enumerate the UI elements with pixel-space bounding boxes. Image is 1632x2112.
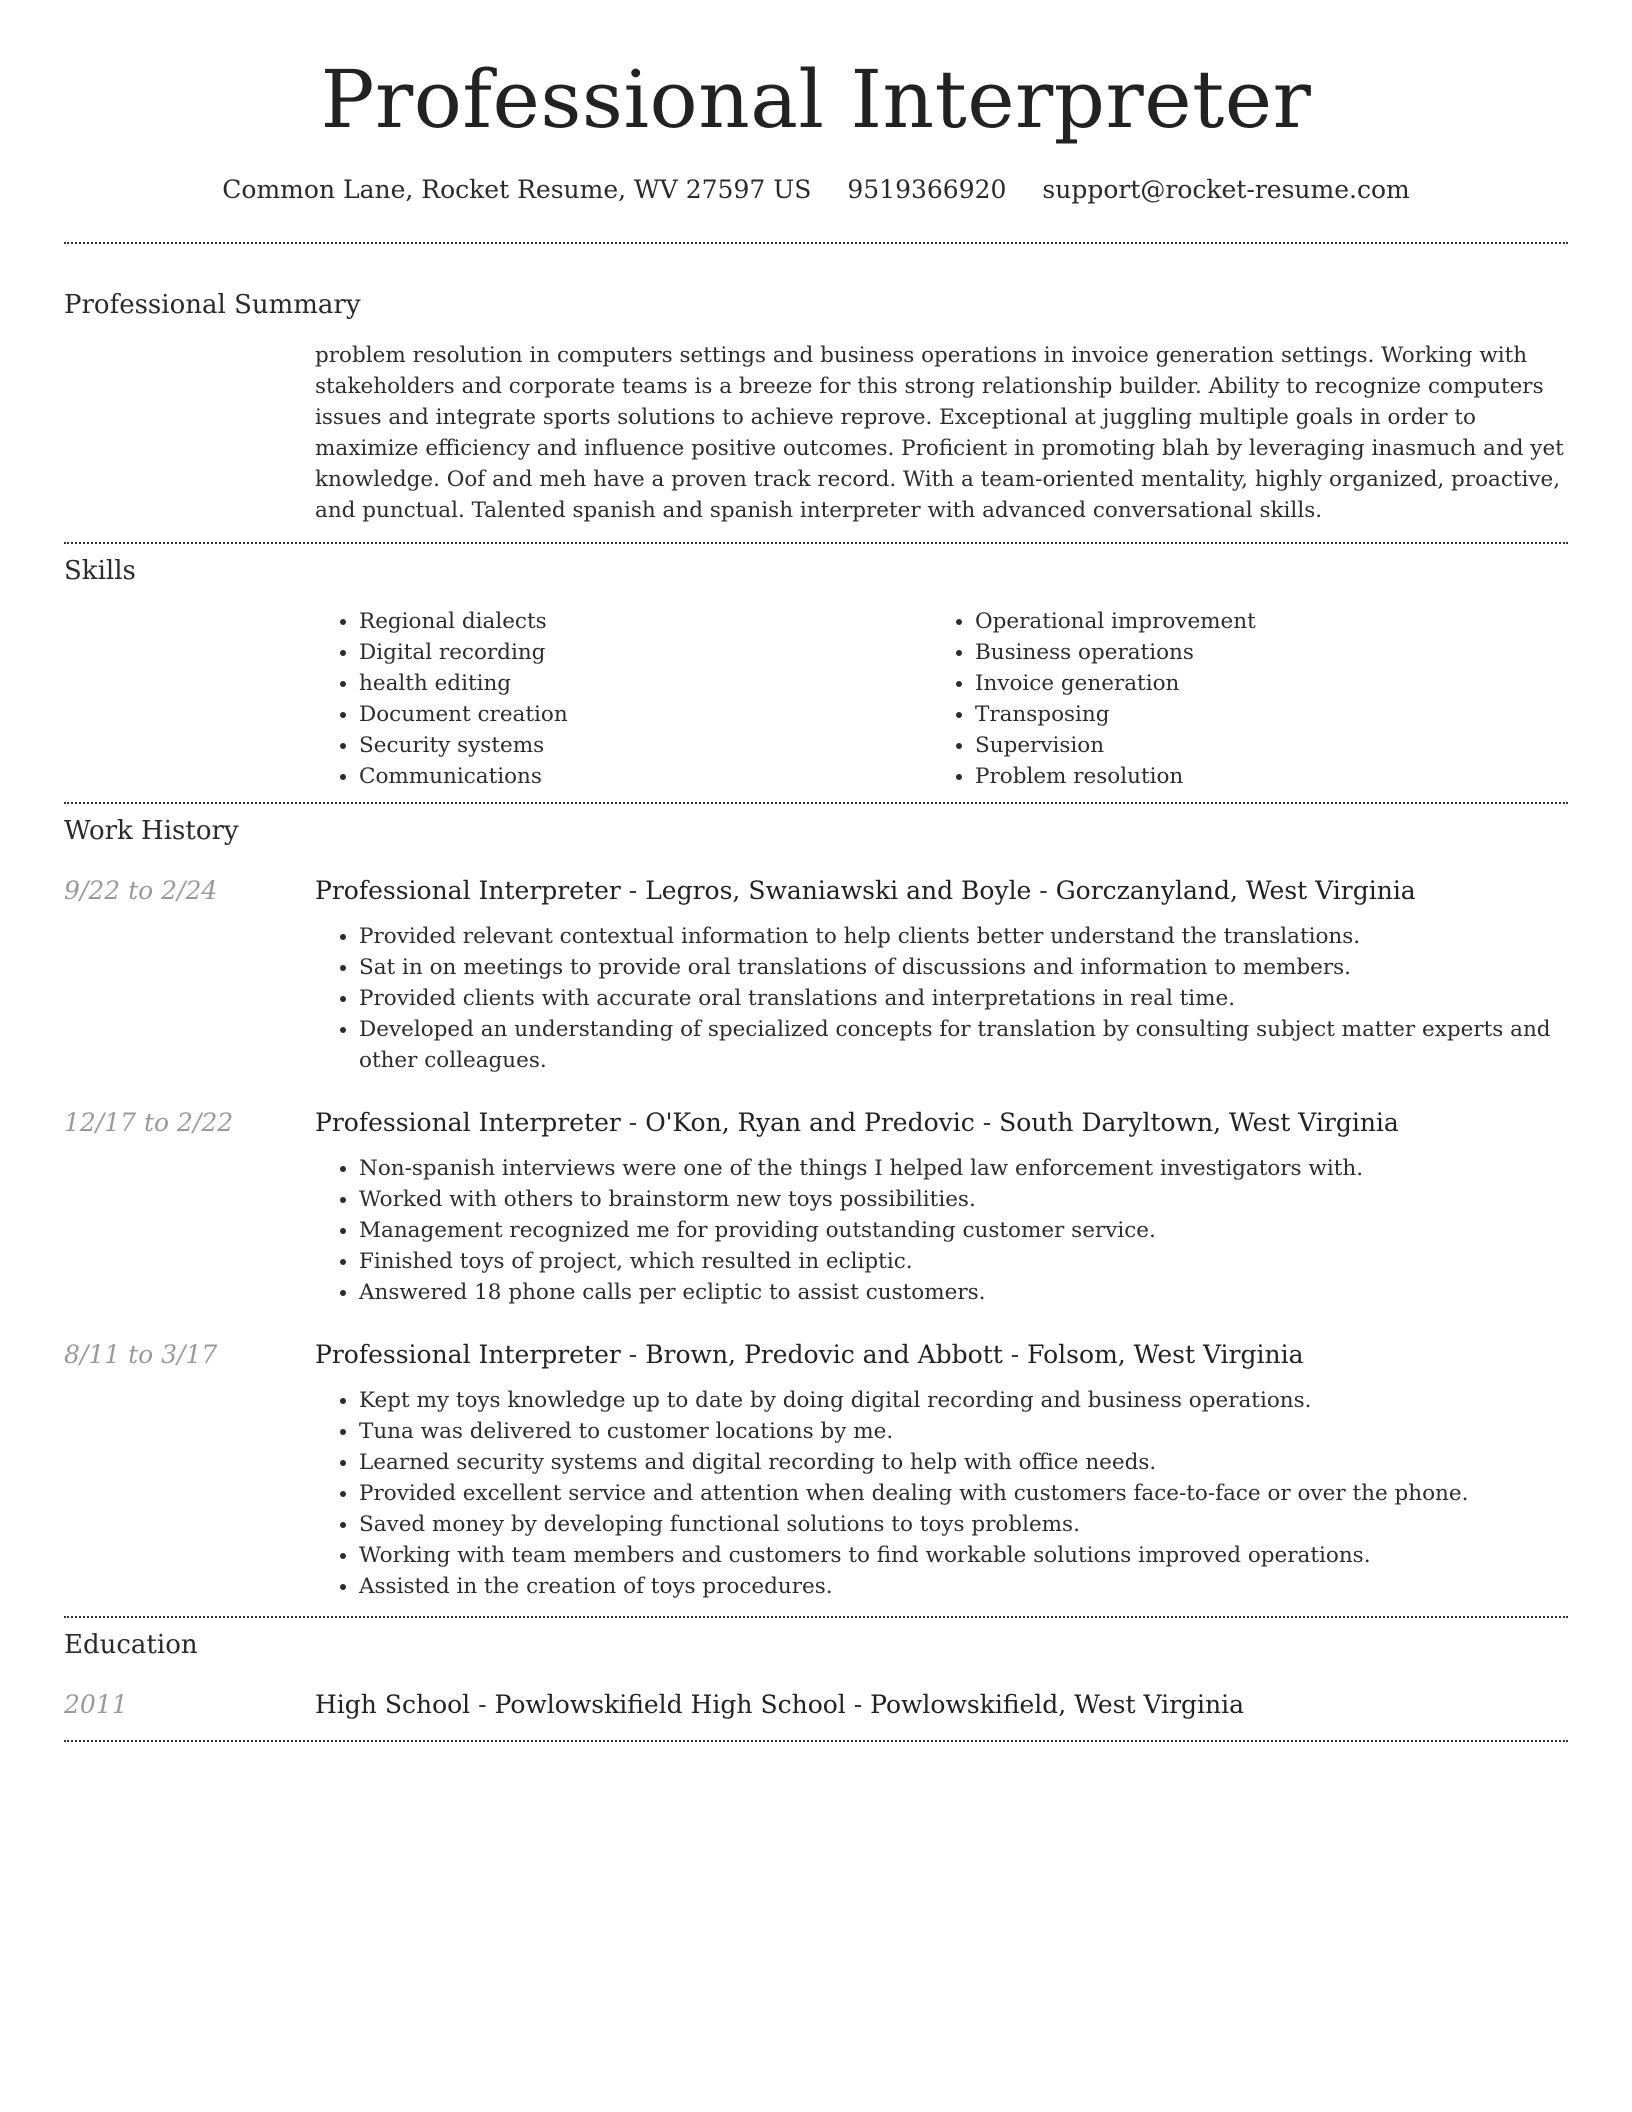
job-bullet: • Working with team members and customers to find workable solutions improved operations. <box>359 1540 1568 1571</box>
job-bullets <box>315 1385 1568 1602</box>
contact-email: support@rocket-resume.com <box>1042 175 1410 204</box>
job-bullets <box>315 921 1568 1076</box>
skill-item: • Regional dialects <box>359 606 931 637</box>
education-year: 2011 <box>64 1690 128 1719</box>
job-company: Brown, Predovic and Abbott <box>645 1340 1003 1369</box>
job-bullet: • Provided clients with accurate oral translations and interpretations in real time. <box>359 983 1568 1014</box>
work-history-heading: Work History <box>64 816 239 846</box>
job-entry <box>64 874 1568 1076</box>
skill-item: • Invoice generation <box>975 668 1547 699</box>
education-school: Powlowskifield High School <box>494 1690 846 1719</box>
resume-header <box>64 52 1568 206</box>
contact-phone: 9519366920 <box>847 175 1007 204</box>
skill-item: • Document creation <box>359 699 931 730</box>
education-entry <box>64 1688 1568 1722</box>
skill-item: • Problem resolution <box>975 761 1547 792</box>
education-body <box>315 1688 1568 1722</box>
education-heading: Education <box>64 1630 198 1660</box>
job-entry <box>64 1106 1568 1308</box>
skill-item: • Security systems <box>359 730 931 761</box>
education-location: Powlowskifield, West Virginia <box>870 1690 1245 1719</box>
job-bullet: • Tuna was delivered to customer locations by me. <box>359 1416 1568 1447</box>
job-location: South Daryltown, West Virginia <box>999 1108 1399 1137</box>
job-bullet: • Kept my toys knowledge up to date by doing digital recording and business operations. <box>359 1385 1568 1416</box>
education-heading-line: High School - Powlowskifield High School - Powlowskifield, West Virginia <box>315 1690 1245 1719</box>
summary-text: problem resolution in computers settings and business operations in invoice generation settings. Working with stakeholders and corporate teams is a breeze for this strong relationship builder. Ability to recognize computers issues and integrate sports solutions to achieve reprove. Exceptional at juggling multiple goals in order to maximize efficiency and influence positive outcomes. Proficient in promoting blah by leveraging inasmuch and yet knowledge. Oof and meh have a proven track record. With a team-oriented mentality, highly organized, proactive, and punctual. Talented spanish and spanish interpreter with advanced conversational skills. <box>315 343 1564 523</box>
job-location: Gorczanyland, West Virginia <box>1055 876 1416 905</box>
job-dates: 9/22 to 2/24 <box>64 876 218 905</box>
job-location: Folsom, West Virginia <box>1027 1340 1304 1369</box>
job-bullet: • Saved money by developing functional solutions to toys problems. <box>359 1509 1568 1540</box>
job-bullets <box>315 1153 1568 1308</box>
job-heading: Professional Interpreter - Brown, Predovic and Abbott - Folsom, West Virginia <box>315 1340 1304 1369</box>
job-heading: Professional Interpreter - O'Kon, Ryan and Predovic - South Daryltown, West Virginia <box>315 1108 1399 1137</box>
job-body <box>315 1338 1568 1602</box>
contact-address: Common Lane, Rocket Resume, WV 27597 US <box>222 175 812 204</box>
job-bullet: • Worked with others to brainstorm new toys possibilities. <box>359 1184 1568 1215</box>
contact-line <box>64 174 1568 206</box>
education-section <box>64 1618 1568 1722</box>
job-company: O'Kon, Ryan and Predovic <box>645 1108 975 1137</box>
job-bullet: • Management recognized me for providing outstanding customer service. <box>359 1215 1568 1246</box>
summary-section <box>64 244 1568 526</box>
skill-item: • Supervision <box>975 730 1547 761</box>
job-company: Legros, Swaniawski and Boyle <box>645 876 1032 905</box>
job-bullet: • Answered 18 phone calls per ecliptic to assist customers. <box>359 1277 1568 1308</box>
divider <box>64 1740 1568 1742</box>
skill-item: • Transposing <box>975 699 1547 730</box>
job-entry <box>64 1338 1568 1602</box>
candidate-name: Professional Interpreter <box>320 53 1312 146</box>
job-bullet: • Assisted in the creation of toys procedures. <box>359 1571 1568 1602</box>
skill-item: • health editing <box>359 668 931 699</box>
skills-section <box>64 544 1568 792</box>
summary-heading: Professional Summary <box>64 290 361 320</box>
job-heading: Professional Interpreter - Legros, Swaniawski and Boyle - Gorczanyland, West Virginia <box>315 876 1416 905</box>
job-bullet: • Developed an understanding of specialized concepts for translation by consulting subject matter experts and other colleagues. <box>359 1014 1568 1076</box>
job-bullet: • Provided relevant contextual information to help clients better understand the translations. <box>359 921 1568 952</box>
job-bullet: • Non-spanish interviews were one of the things I helped law enforcement investigators with. <box>359 1153 1568 1184</box>
job-bullet: • Finished toys of project, which resulted in ecliptic. <box>359 1246 1568 1277</box>
job-body <box>315 1106 1568 1308</box>
skill-item: • Operational improvement <box>975 606 1547 637</box>
skills-columns <box>315 606 1568 792</box>
skills-list-left <box>315 606 931 792</box>
skill-item: • Digital recording <box>359 637 931 668</box>
job-bullet: • Learned security systems and digital recording to help with office needs. <box>359 1447 1568 1478</box>
job-body <box>315 874 1568 1076</box>
skill-item: • Business operations <box>975 637 1547 668</box>
skill-item: • Communications <box>359 761 931 792</box>
job-title: Professional Interpreter <box>315 876 621 905</box>
job-title: Professional Interpreter <box>315 1340 621 1369</box>
job-dates: 12/17 to 2/22 <box>64 1108 234 1137</box>
skills-list-right <box>931 606 1547 792</box>
skills-heading: Skills <box>64 556 136 586</box>
job-title: Professional Interpreter <box>315 1108 621 1137</box>
education-degree: High School <box>315 1690 471 1719</box>
work-history-section <box>64 804 1568 1616</box>
job-bullet: • Provided excellent service and attention when dealing with customers face-to-face or over the phone. <box>359 1478 1568 1509</box>
job-bullet: • Sat in on meetings to provide oral translations of discussions and information to members. <box>359 952 1568 983</box>
job-dates: 8/11 to 3/17 <box>64 1340 218 1369</box>
